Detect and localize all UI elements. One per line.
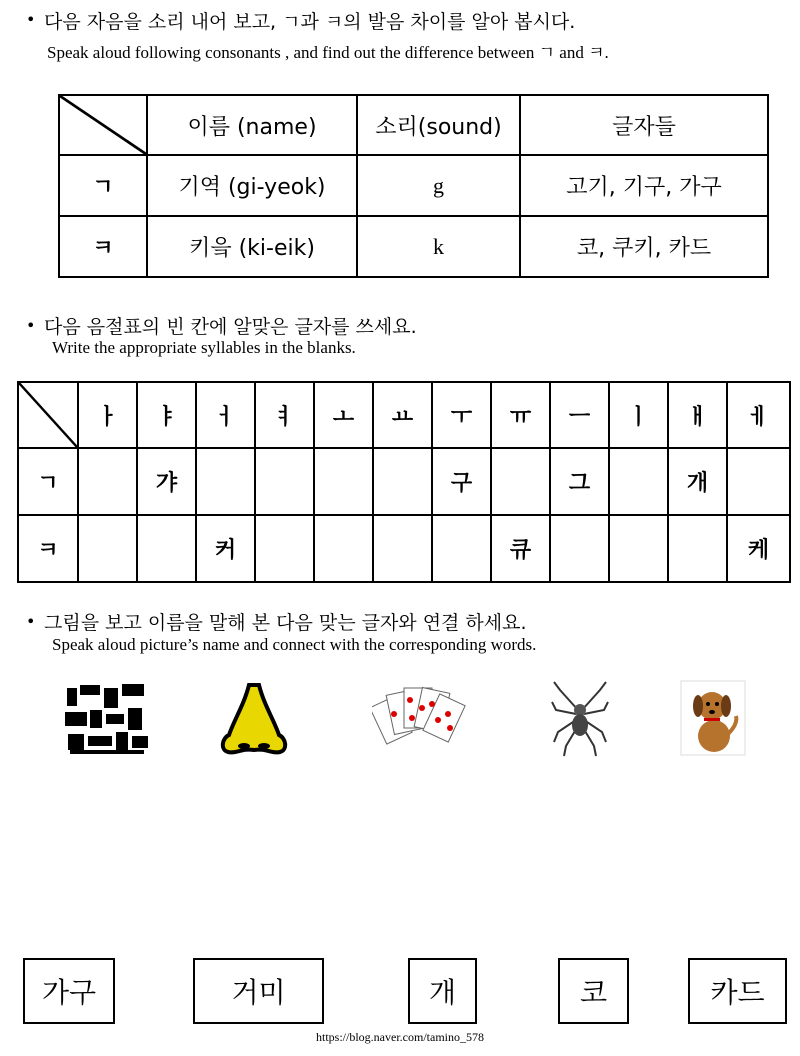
row-sound: g [357,155,520,216]
blank-cell[interactable] [373,448,432,515]
vowel-header: ㅑ [137,382,196,448]
blank-cell[interactable] [255,515,314,582]
source-url: https://blog.naver.com/tamino_578 [316,1030,484,1044]
dog-icon [680,680,760,760]
syllable-cell: 커 [196,515,255,582]
word-box[interactable]: 가구 [23,958,115,1024]
header-sound: 소리(sound) [357,95,520,155]
instruction-ko-2: 다음 음절표의 빈 칸에 알맞은 글자를 쓰세요. [44,316,417,338]
row-name: 기역 (gi-yeok) [147,155,357,216]
row-consonant: ㄱ [18,448,78,515]
blank-cell[interactable] [196,448,255,515]
word-box[interactable]: 코 [558,958,629,1024]
blank-cell[interactable] [550,515,609,582]
syllable-cell: 개 [668,448,727,515]
bullet: • [26,316,36,335]
playing-cards-icon [372,680,452,760]
consonant-table [58,94,769,278]
header-name: 이름 (name) [147,95,357,155]
syllable-cell: 큐 [491,515,550,582]
blank-cell[interactable] [314,515,373,582]
vowel-header: ㅔ [727,382,790,448]
table-row [18,515,790,582]
row-name: 키읔 (ki-eik) [147,216,357,277]
blank-cell[interactable] [78,515,137,582]
syllable-cell: 그 [550,448,609,515]
vowel-header: ㅠ [491,382,550,448]
header-words: 글자들 [520,95,768,155]
spider-icon [550,680,630,760]
blank-cell[interactable] [727,448,790,515]
bullet: • [26,10,36,29]
row-words: 코, 쿠키, 카드 [520,216,768,277]
vowel-header: ㅐ [668,382,727,448]
instruction-ko-3: 그림을 보고 이름을 말해 본 다음 맞는 글자와 연결 하세요. [44,612,527,634]
vowel-header: ㅗ [314,382,373,448]
bullet: • [26,612,36,631]
instruction-en-2: Write the appropriate syllables in the blanks. [52,338,356,357]
blank-cell[interactable] [373,515,432,582]
table-row [18,448,790,515]
row-sound: k [357,216,520,277]
blank-cell[interactable] [255,448,314,515]
instruction-ko-1: 다음 자음을 소리 내어 보고, ㄱ과 ㅋ의 발음 차이를 알아 봅시다. [44,11,576,33]
syllable-cell: 케 [727,515,790,582]
blank-cell[interactable] [314,448,373,515]
instruction-en-3: Speak aloud picture’s name and connect with the corresponding words. [52,635,537,654]
diagonal-header-cell [18,382,78,448]
vowel-header: ㅜ [432,382,491,448]
instruction-en-1: Speak aloud following consonants , and find out the difference between ㄱ and ㅋ. [47,43,609,62]
word-box[interactable]: 거미 [193,958,324,1024]
syllable-table [17,381,791,583]
syllable-cell: 갸 [137,448,196,515]
vowel-header: ㅡ [550,382,609,448]
blank-cell[interactable] [609,515,668,582]
table-row [59,216,768,277]
blank-cell[interactable] [491,448,550,515]
vowel-header: ㅣ [609,382,668,448]
vowel-header: ㅓ [196,382,255,448]
vowel-header: ㅕ [255,382,314,448]
word-box[interactable]: 카드 [688,958,787,1024]
blank-cell[interactable] [137,515,196,582]
syllable-cell: 구 [432,448,491,515]
row-letter: ㅋ [59,216,147,277]
diagonal-header-cell [59,95,147,155]
blank-cell[interactable] [78,448,137,515]
table-row [59,155,768,216]
blank-cell[interactable] [668,515,727,582]
row-letter: ㄱ [59,155,147,216]
vowel-header: ㅏ [78,382,137,448]
word-box[interactable]: 개 [408,958,477,1024]
blank-cell[interactable] [609,448,668,515]
vowel-header: ㅛ [373,382,432,448]
blank-cell[interactable] [432,515,491,582]
row-words: 고기, 기구, 가구 [520,155,768,216]
nose-icon [214,680,294,760]
row-consonant: ㅋ [18,515,78,582]
furniture-icon [62,680,142,760]
